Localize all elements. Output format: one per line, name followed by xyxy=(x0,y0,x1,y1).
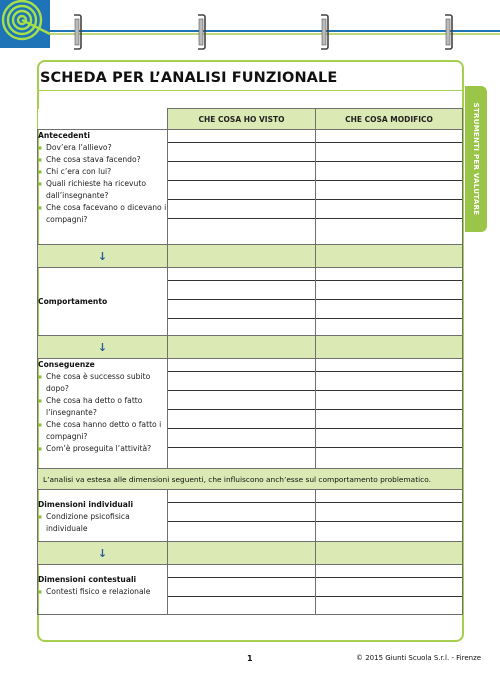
section-title: Conseguenze xyxy=(38,360,95,369)
down-arrow-icon: ↓ xyxy=(38,245,168,268)
table-header-row xyxy=(38,109,463,130)
column-header-modify: CHE COSA MODIFICO xyxy=(316,109,463,130)
binder-ring-icon xyxy=(73,13,82,51)
title-divider xyxy=(38,90,462,91)
arrow-row xyxy=(38,245,463,268)
arrow-row xyxy=(38,336,463,359)
writing-area-seen[interactable] xyxy=(168,130,316,245)
question-item: ■ Contesti fisico e relazionale xyxy=(38,586,167,598)
section-row-dimensioni-contestuali xyxy=(38,565,463,615)
publisher-logo xyxy=(0,0,50,48)
extension-note: L’analisi va estesa alle dimensioni seguenti, che influiscono anch’esse sul comportamento problematico. xyxy=(38,469,463,490)
question-item: ■ Chi c’era con lui? xyxy=(38,166,167,178)
writing-area-modify[interactable] xyxy=(316,268,463,336)
section-row-comportamento xyxy=(38,268,463,336)
question-item: ■ Che cosa facevano o dicevano i compagni? xyxy=(38,202,167,226)
analysis-table xyxy=(37,108,463,615)
writing-area-seen[interactable] xyxy=(168,268,316,336)
binder-ring-icon xyxy=(320,13,329,51)
question-item: ■ Dov’era l’allievo? xyxy=(38,142,167,154)
writing-area-seen[interactable] xyxy=(168,359,316,469)
section-title: Dimensioni individuali xyxy=(38,500,134,509)
page-title: SCHEDA PER L’ANALISI FUNZIONALE xyxy=(40,70,338,86)
arrow-row xyxy=(38,542,463,565)
binder-ring-icon xyxy=(197,13,206,51)
writing-area-seen[interactable] xyxy=(168,490,316,542)
section-row-dimensioni-individuali xyxy=(38,490,463,542)
question-item: ■ Condizione psicofisica individuale xyxy=(38,511,167,535)
question-item: ■ Che cosa ha detto o fatto l’insegnante? xyxy=(38,395,167,419)
writing-area-modify[interactable] xyxy=(316,490,463,542)
question-item: ■ Com’è proseguita l’attività? xyxy=(38,443,167,455)
down-arrow-icon: ↓ xyxy=(38,542,168,565)
column-header-seen: CHE COSA HO VISTO xyxy=(168,109,316,130)
binder-ring-icon xyxy=(444,13,453,51)
copyright-notice: © 2015 Giunti Scuola S.r.l. - Firenze xyxy=(356,654,482,662)
section-title: Dimensioni contestuali xyxy=(38,575,137,584)
question-item: ■ Che cosa hanno detto o fatto i compagni? xyxy=(38,419,167,443)
section-label xyxy=(38,490,168,542)
writing-area-seen[interactable] xyxy=(168,565,316,615)
header-band xyxy=(50,26,500,36)
writing-area-modify[interactable] xyxy=(316,565,463,615)
side-tab-label: STRUMENTI PER VALUTARE xyxy=(472,102,480,216)
section-label xyxy=(38,359,168,469)
page-number: 1 xyxy=(247,654,253,663)
writing-area-modify[interactable] xyxy=(316,130,463,245)
question-item: ■ Che cosa stava facendo? xyxy=(38,154,167,166)
section-title: Antecedenti xyxy=(38,131,90,140)
spiral-icon xyxy=(0,0,50,48)
note-row xyxy=(38,469,463,490)
section-label xyxy=(38,565,168,615)
down-arrow-icon: ↓ xyxy=(38,336,168,359)
question-item: ■ Che cosa è successo subito dopo? xyxy=(38,371,167,395)
section-label xyxy=(38,268,168,336)
section-title: Comportamento xyxy=(38,296,108,306)
section-row-antecedenti xyxy=(38,130,463,245)
header-blank-cell xyxy=(38,109,168,130)
question-item: ■ Quali richieste ha ricevuto dall’insegnante? xyxy=(38,178,167,202)
section-label xyxy=(38,130,168,245)
writing-area-modify[interactable] xyxy=(316,359,463,469)
side-tab xyxy=(465,86,487,232)
section-row-conseguenze xyxy=(38,359,463,469)
